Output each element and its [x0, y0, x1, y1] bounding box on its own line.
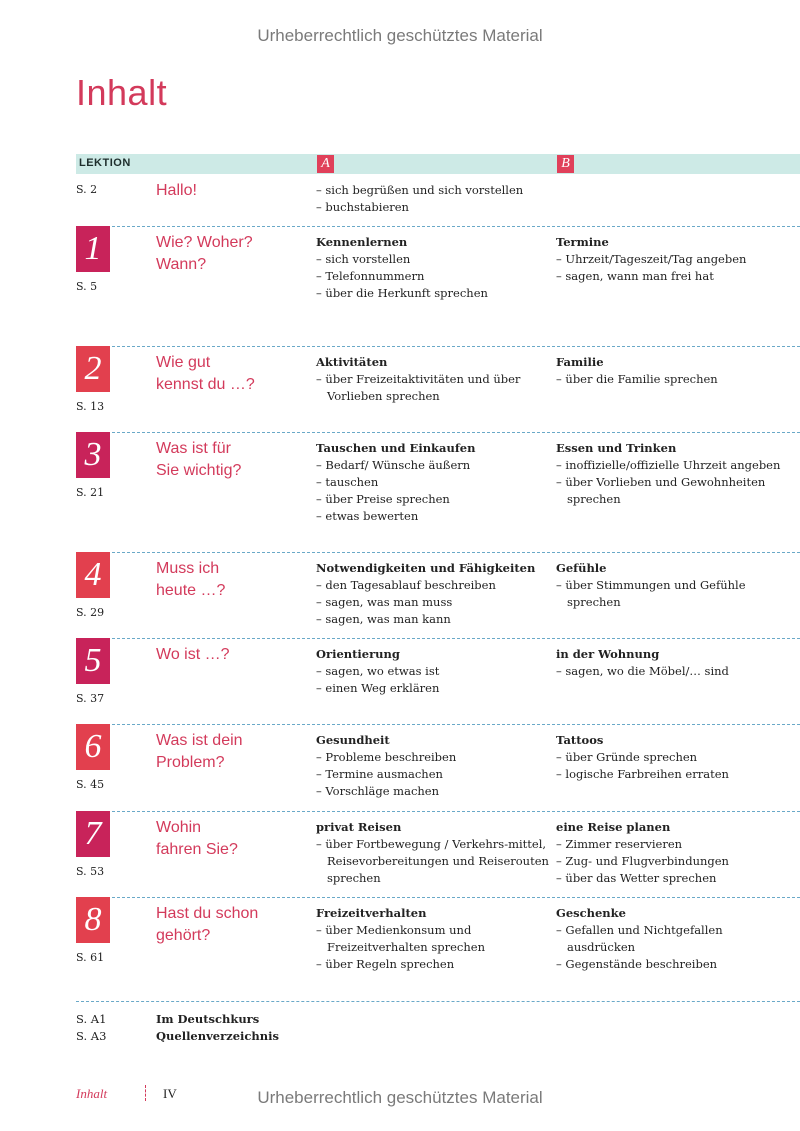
topic-item-text: Uhrzeit/Tageszeit/Tag angeben [565, 252, 747, 266]
topic-item [556, 474, 791, 508]
section-separator [112, 811, 800, 812]
lesson-title [156, 438, 306, 482]
topic-item [316, 956, 551, 973]
topic-item [316, 611, 551, 628]
section-separator [112, 897, 800, 898]
dash: – [316, 612, 326, 626]
appendix-title: Quellenverzeichnis [156, 1029, 279, 1043]
dash: – [316, 750, 326, 764]
lesson-column-a [316, 819, 551, 887]
lesson-column-b [556, 905, 791, 973]
dash: – [556, 957, 566, 971]
topic-item-text: über die Familie sprechen [565, 372, 718, 386]
topic-item-text: Zimmer reservieren [565, 837, 683, 851]
topic-item [556, 853, 791, 870]
dash: – [556, 837, 566, 851]
lesson-column-b [556, 440, 791, 508]
topic-heading: eine Reise planen [556, 820, 671, 834]
intro-column-a [316, 182, 551, 216]
topic-item-text: tauschen [325, 475, 379, 489]
topic-item [556, 268, 791, 285]
topic-item [316, 766, 551, 783]
topic-item [316, 836, 551, 887]
lesson-page: S. 53 [76, 865, 105, 878]
lesson-column-a [316, 440, 551, 525]
topic-item [316, 508, 551, 525]
table-header [76, 154, 800, 174]
topic-item [316, 594, 551, 611]
topic-item [556, 956, 791, 973]
topic-item-text: über Gründe sprechen [565, 750, 698, 764]
dash: – [316, 475, 326, 489]
topic-item [316, 457, 551, 474]
topic-item [556, 371, 791, 388]
dash: – [316, 509, 326, 523]
lesson-number-badge: 4 [76, 552, 110, 598]
lesson-column-a [316, 560, 551, 628]
topic-heading: Kennenlernen [316, 235, 408, 249]
topic-item-text: sagen, was man muss [325, 595, 453, 609]
topic-item [316, 663, 551, 680]
topic-heading: Freizeitverhalten [316, 906, 427, 920]
page-title: Inhalt [76, 72, 168, 113]
lesson-title [156, 730, 306, 774]
section-separator [112, 432, 800, 433]
topic-item-text: Gefallen und Nichtgefallen ausdrücken [565, 923, 723, 954]
appendix-page: S. A1 [76, 1012, 107, 1026]
topic-item [316, 491, 551, 508]
dash: – [316, 269, 326, 283]
header-lektion: LEKTION [79, 157, 131, 169]
dash: – [316, 595, 326, 609]
dash: – [316, 837, 326, 851]
topic-item-text: Zug- und Flugverbindungen [565, 854, 729, 868]
topic-item-text: sich vorstellen [325, 252, 411, 266]
lesson-column-b [556, 732, 791, 783]
topic-item [556, 663, 791, 680]
lesson-title-line: fahren Sie? [156, 841, 238, 858]
lesson-title-line: Problem? [156, 754, 225, 771]
lesson-title [156, 903, 306, 947]
topic-item [556, 922, 791, 956]
dash: – [556, 854, 566, 868]
topic-item-text: Probleme beschreiben [325, 750, 457, 764]
dash: – [316, 286, 326, 300]
lesson-column-a [316, 354, 551, 405]
lesson-column-b [556, 560, 791, 611]
dash: – [556, 269, 566, 283]
topic-item-text: über Stimmungen und Gefühle sprechen [565, 578, 746, 609]
topic-item-text: über Regeln sprechen [325, 957, 455, 971]
lesson-number-badge: 7 [76, 811, 110, 857]
section-separator [112, 346, 800, 347]
lesson-number-badge: 5 [76, 638, 110, 684]
watermark-top: Urheberrechtlich geschütztes Material [257, 26, 543, 45]
appendix-separator [76, 1001, 800, 1002]
topic-item-text: über das Wetter sprechen [565, 871, 717, 885]
topic-item [316, 749, 551, 766]
dash: – [316, 252, 326, 266]
lesson-title-line: heute …? [156, 582, 226, 599]
topic-heading: Aktivitäten [316, 355, 388, 369]
lesson-number-badge: 2 [76, 346, 110, 392]
dash: – [556, 458, 566, 472]
topic-item [316, 268, 551, 285]
topic-item-text: Telefonnummern [325, 269, 425, 283]
topic-item [556, 577, 791, 611]
topic-item-text: Termine ausmachen [325, 767, 443, 781]
topic-item-text: sagen, was man kann [325, 612, 451, 626]
topic-item-text: sagen, wann man frei hat [565, 269, 714, 283]
dash: – [556, 923, 566, 937]
topic-item [556, 749, 791, 766]
topic-item [316, 474, 551, 491]
lesson-page: S. 61 [76, 951, 105, 964]
topic-item-text: Bedarf/ Wünsche äußern [325, 458, 471, 472]
topic-item-text: über Fortbewegung / Verkehrs-mittel, Reisevorbereitungen und Reiserouten sprechen [325, 837, 549, 885]
dash: – [556, 578, 566, 592]
lesson-column-a [316, 234, 551, 302]
dash: – [316, 767, 326, 781]
topic-item-text: sagen, wo etwas ist [325, 664, 440, 678]
dash: – [316, 784, 326, 798]
lesson-column-b [556, 819, 791, 887]
intro-a-item: – buchstabieren [316, 200, 409, 214]
topic-item [316, 577, 551, 594]
topic-heading: Tattoos [556, 733, 604, 747]
lesson-title-line: gehört? [156, 927, 211, 944]
footer-page-number: IV [163, 1086, 177, 1101]
topic-heading: in der Wohnung [556, 647, 660, 661]
lesson-title-line: Hast du schon [156, 905, 259, 922]
topic-item-text: den Tagesablauf beschreiben [325, 578, 496, 592]
lesson-column-a [316, 732, 551, 800]
dash: – [556, 664, 566, 678]
appendix-title: Im Deutschkurs [156, 1012, 260, 1026]
footer-label: Inhalt [76, 1086, 108, 1101]
topic-item-text: über Preise sprechen [325, 492, 450, 506]
topic-item-text: einen Weg erklären [325, 681, 440, 695]
lesson-title-line: Wo ist …? [156, 646, 230, 663]
dash: – [556, 767, 566, 781]
lesson-column-b [556, 646, 791, 680]
lesson-title-line: Was ist dein [156, 732, 243, 749]
lesson-title-line: Sie wichtig? [156, 462, 242, 479]
lesson-number-badge: 6 [76, 724, 110, 770]
lesson-page: S. 21 [76, 486, 105, 499]
lesson-title [156, 558, 306, 602]
topic-item-text: über Medienkonsum und Freizeitverhalten sprechen [325, 923, 485, 954]
section-separator [112, 638, 800, 639]
topic-item [316, 922, 551, 956]
topic-item [316, 783, 551, 800]
topic-heading: privat Reisen [316, 820, 402, 834]
topic-heading: Tauschen und Einkaufen [316, 441, 476, 455]
topic-heading: Gesundheit [316, 733, 390, 747]
intro-a-item: – sich begrüßen und sich vorstellen [316, 183, 524, 197]
lesson-number-badge: 1 [76, 226, 110, 272]
topic-item-text: über die Herkunft sprechen [325, 286, 488, 300]
topic-heading: Gefühle [556, 561, 607, 575]
lesson-title-line: Wie gut [156, 354, 211, 371]
appendix-page: S. A3 [76, 1029, 107, 1043]
lesson-column-a [316, 646, 551, 697]
dash: – [556, 871, 566, 885]
lesson-title [156, 644, 306, 666]
lesson-number-badge: 3 [76, 432, 110, 478]
topic-item-text: über Vorlieben und Gewohnheiten sprechen [565, 475, 766, 506]
lesson-title [156, 352, 306, 396]
lesson-column-a [316, 905, 551, 973]
topic-heading: Termine [556, 235, 609, 249]
lesson-title-line: Wohin [156, 819, 202, 836]
topic-item [316, 680, 551, 697]
dash: – [556, 252, 566, 266]
lesson-page: S. 45 [76, 778, 105, 791]
lesson-title-line: kennst du …? [156, 376, 255, 393]
topic-item [316, 371, 551, 405]
dash: – [316, 923, 326, 937]
dash: – [556, 372, 566, 386]
section-separator [112, 552, 800, 553]
intro-page: S. 2 [76, 183, 98, 196]
lesson-title-line: Muss ich [156, 560, 220, 577]
intro-title: Hallo! [156, 182, 197, 199]
section-separator [112, 724, 800, 725]
dash: – [316, 664, 326, 678]
topic-item-text: sagen, wo die Möbel/… sind [565, 664, 729, 678]
watermark-bottom: Urheberrechtlich geschütztes Material [257, 1088, 543, 1107]
dash: – [316, 578, 326, 592]
lesson-title-line: Wie? Woher? [156, 234, 253, 251]
topic-item [316, 285, 551, 302]
topic-heading: Familie [556, 355, 604, 369]
lesson-title [156, 232, 306, 276]
topic-item [556, 457, 791, 474]
lesson-title-line: Wann? [156, 256, 207, 273]
topic-heading: Notwendigkeiten und Fähigkeiten [316, 561, 536, 575]
section-separator [112, 226, 800, 227]
dash: – [316, 681, 326, 695]
dash: – [316, 492, 326, 506]
dash: – [316, 957, 326, 971]
topic-item-text: Vorschläge machen [325, 784, 440, 798]
lesson-column-b [556, 234, 791, 285]
lesson-title [156, 817, 306, 861]
lesson-page: S. 5 [76, 280, 98, 293]
topic-item [316, 251, 551, 268]
topic-item-text: logische Farbreihen erraten [565, 767, 729, 781]
topic-item [556, 836, 791, 853]
lesson-column-b [556, 354, 791, 388]
topic-item-text: Gegenstände beschreiben [565, 957, 718, 971]
dash: – [556, 750, 566, 764]
dash: – [556, 475, 566, 489]
lesson-title-line: Was ist für [156, 440, 231, 457]
topic-item [556, 870, 791, 887]
lesson-number-badge: 8 [76, 897, 110, 943]
header-column-b: B [557, 155, 574, 173]
topic-heading: Geschenke [556, 906, 626, 920]
header-column-a: A [317, 155, 334, 173]
dash: – [316, 372, 326, 386]
topic-item [556, 251, 791, 268]
lesson-page: S. 13 [76, 400, 105, 413]
topic-item-text: etwas bewerten [325, 509, 419, 523]
dash: – [316, 458, 326, 472]
lesson-page: S. 37 [76, 692, 105, 705]
topic-heading: Orientierung [316, 647, 400, 661]
topic-item-text: über Freizeitaktivitäten und über Vorlieben sprechen [325, 372, 521, 403]
lesson-page: S. 29 [76, 606, 105, 619]
topic-item [556, 766, 791, 783]
topic-item-text: inoffizielle/offizielle Uhrzeit angeben [565, 458, 781, 472]
topic-heading: Essen und Trinken [556, 441, 677, 455]
